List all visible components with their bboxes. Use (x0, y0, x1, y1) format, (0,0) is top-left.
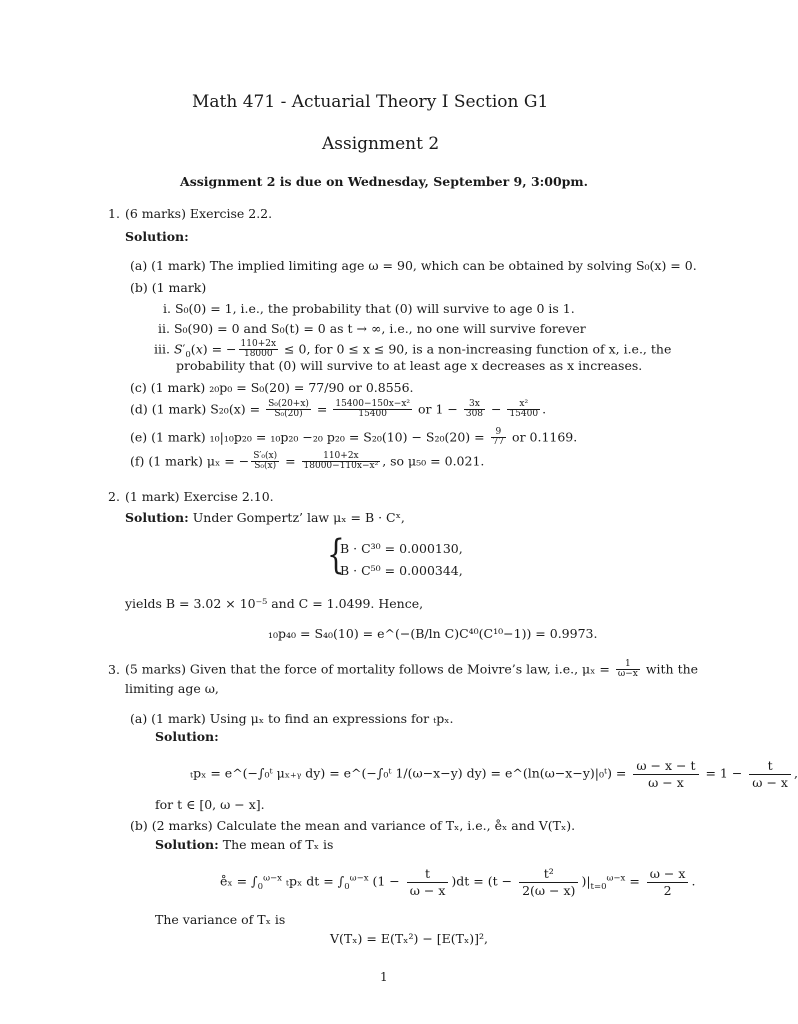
q2-solution: Solution: Under Gompertz’ law μₓ = B · Cˣ, (125, 510, 405, 525)
q1-number: 1. (108, 206, 120, 221)
q2-result: ₁₀p₄₀ = S₄₀(10) = e^(−(B/ln C)C⁴⁰(C¹⁰−1)) = 0.9973. (268, 626, 598, 641)
q1-part-f: (f) (1 mark) μₓ = − $\frac{\text{S′₀(x)}}{\text{S₀(x)}}$ = $\frac{110+2x}{\text{18000−110x−x²}}$ , so μ₅₀ = 0.021. (130, 451, 485, 472)
q3-part-b-variance-label: The variance of Tₓ is (155, 912, 286, 927)
q3-part-b: (b) (2 marks) Calculate the mean and variance of Tₓ, i.e., e̊ₓ and V(Tₓ). (130, 818, 576, 833)
q3-part-a-solution-label: Solution: (155, 729, 219, 744)
assignment-subtitle: Assignment 2 (322, 134, 440, 154)
page-number: 1 (380, 970, 388, 984)
q3-part-b-mean-equation: e̊ₓ = $\int_0^{\omega-x}$ ₜpₓ dt = $\int_0^{\omega-x}$ (1 − $\frac{t}{\omega - x}$ )dt = (t − $\frac{\text{t²}}{2(\omega - x)}$ )$|_{t=0}^{\omega-x}$ = $\frac{\omega - x}{2}$ . (220, 866, 696, 898)
q1-part-b-ii: ii. S₀(90) = 0 and S₀(t) = 0 as t → ∞, i.e., no one will survive forever (158, 321, 586, 336)
q2-yields: yields B = 3.02 × 10⁻⁵ and C = 1.0499. Hence, (125, 596, 424, 611)
q1-solution-label: Solution: (125, 229, 189, 244)
q1-part-e: (e) (1 mark) ₁₀|₁₀p₂₀ = ₁₀p₂₀ −₂₀ p₂₀ = S₂₀(10) − S₂₀(20) = $\frac{9}{77}$ or 0.1169. (130, 427, 578, 448)
q1-part-a: (a) (1 mark) The implied limiting age ω = 90, which can be obtained by solving S₀(x) = 0. (130, 258, 697, 273)
q3-header-cont: limiting age ω, (125, 681, 219, 696)
q2-system-brace: { (327, 532, 345, 578)
q1-part-b: (b) (1 mark) (130, 280, 207, 295)
q1-part-b-iii-cont: probability that (0) will survive to at least age x decreases as x increases. (176, 358, 643, 373)
q1-part-d: (d) (1 mark) S₂₀(x) = $\frac{\text{S₀(20+x)}}{\text{S₀(20)}}$ = $\frac{\text{15400−150x−x²}}{15400}$ or 1 − $\frac{3x}{308}$ − $\frac{\text{x²}}{15400}$ . (130, 399, 547, 420)
q3-part-a-equation: ₜpₓ = e^(−∫₀ᵗ μₓ₊ᵧ dy) = e^(−∫₀ᵗ 1/(ω−x−y) dy) = e^(ln(ω−x−y)|₀ᵗ) = $\frac{\omega - x - t}{\omega - x}$ = 1 − $\frac{t}{\omega - x}$ , (190, 758, 798, 790)
q1-part-b-iii: iii. $S'_0(x)$ = − $\frac{110+2x}{18000}$ ≤ 0, for 0 ≤ x ≤ 90, is a non-increasing function of x, i.e., the (154, 339, 672, 360)
q1-part-c: (c) (1 mark) ₂₀p₀ = S₀(20) = 77/90 or 0.8556. (130, 380, 414, 395)
q3-part-a: (a) (1 mark) Using μₓ to find an expressions for ₜpₓ. (130, 711, 454, 726)
q2-equation-1: B · C³⁰ = 0.000130, (340, 541, 463, 556)
q2-equation-2: B · C⁵⁰ = 0.000344, (340, 563, 463, 578)
q3-part-a-domain: for t ∈ [0, ω − x]. (155, 797, 265, 812)
page-title: Math 471 - Actuarial Theory I Section G1 (192, 92, 549, 112)
q3-header: (5 marks) Given that the force of mortality follows de Moivre’s law, i.e., μₓ = $\frac{1}{\omega-x}$ with the (125, 659, 699, 680)
due-note: Assignment 2 is due on Wednesday, September 9, 3:00pm. (180, 174, 588, 189)
q2-number: 2. (108, 489, 120, 504)
q3-part-b-solution: Solution: The mean of Tₓ is (155, 837, 334, 852)
q1-part-b-i: i. S₀(0) = 1, i.e., the probability that (0) will survive to age 0 is 1. (163, 301, 575, 316)
q2-header: (1 mark) Exercise 2.10. (125, 489, 274, 504)
q1-header: (6 marks) Exercise 2.2. (125, 206, 273, 221)
q3-number: 3. (108, 662, 120, 677)
q3-part-b-variance-equation: V(Tₓ) = E(Tₓ²) − [E(Tₓ)]², (330, 931, 489, 946)
